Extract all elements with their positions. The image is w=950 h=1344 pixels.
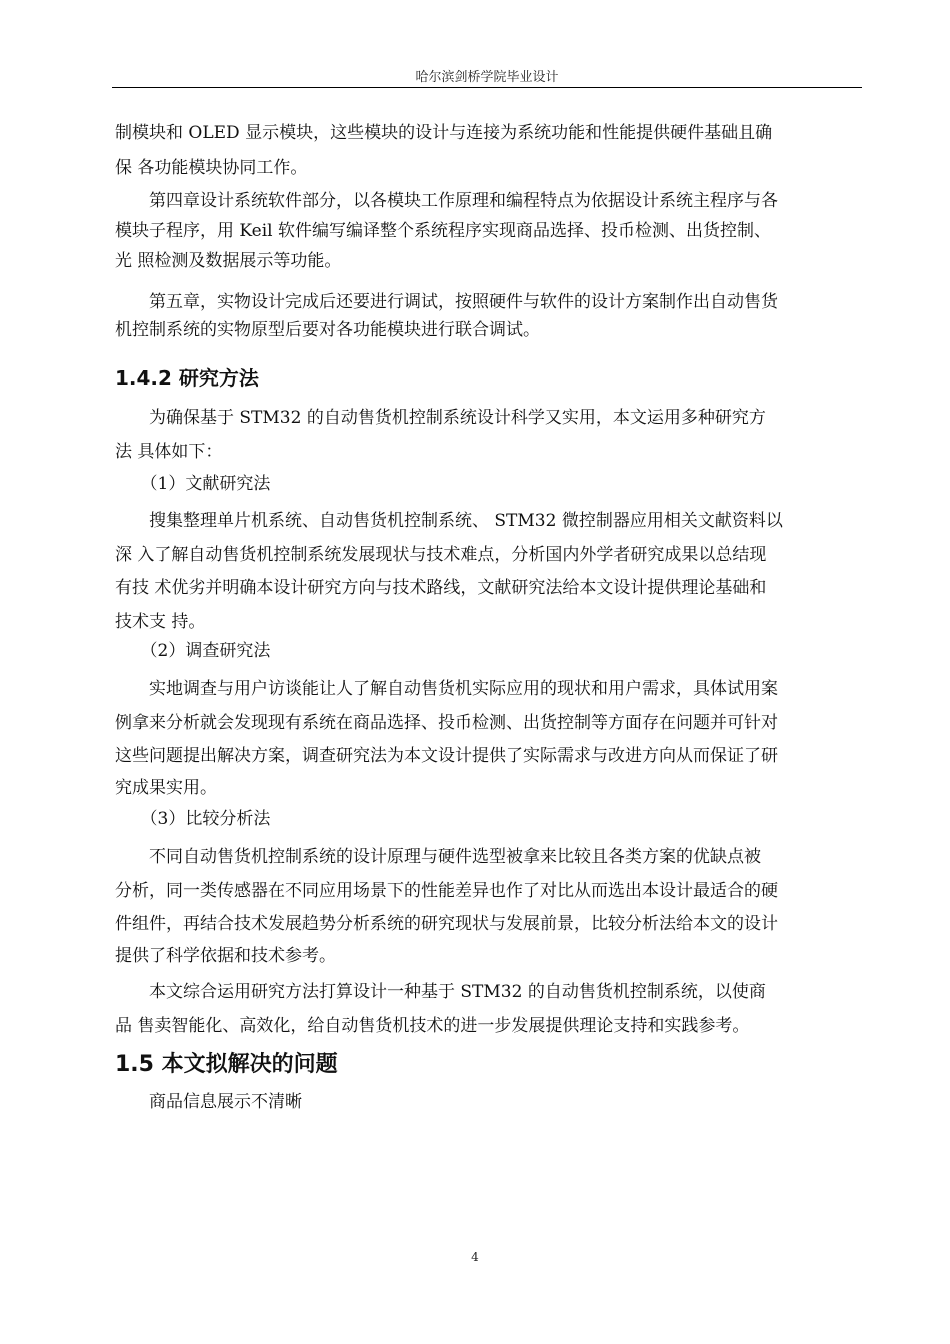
- body-text-line: 保 各功能模块协同工作。: [115, 158, 308, 178]
- body-text-line: 深 入了解自动售货机控制系统发展现状与技术难点，分析国内外学者研究成果以总结现: [115, 545, 767, 565]
- body-text-line: 不同自动售货机控制系统的设计原理与硬件选型被拿来比较且各类方案的优缺点被: [115, 847, 761, 867]
- body-text-line: 模块子程序，用 Keil 软件编写编译整个系统程序实现商品选择、投币检测、出货控制、: [115, 221, 771, 241]
- body-text-line: 光 照检测及数据展示等功能。: [115, 251, 342, 271]
- body-text-line: 为确保基于 STM32 的自动售货机控制系统设计科学又实用，本文运用多种研究方: [115, 408, 766, 428]
- body-text-line: 商品信息展示不清晰: [115, 1092, 302, 1112]
- body-text-line: 制模块和 OLED 显示模块，这些模块的设计与连接为系统功能和性能提供硬件基础且确: [115, 123, 773, 143]
- body-text-line: 机控制系统的实物原型后要对各功能模块进行联合调试。: [115, 320, 540, 340]
- body-text-line: 法 具体如下：: [115, 442, 223, 462]
- body-text-line: 这些问题提出解决方案，调查研究法为本文设计提供了实际需求与改进方向从而保证了研: [115, 746, 778, 766]
- body-text-line: 第五章，实物设计完成后还要进行调试，按照硬件与软件的设计方案制作出自动售货: [115, 292, 778, 312]
- body-text-line: 件组件，再结合技术发展趋势分析系统的研究现状与发展前景，比较分析法给本文的设计: [115, 914, 778, 934]
- body-text-line: 品 售卖智能化、高效化，给自动售货机技术的进一步发展提供理论支持和实践参考。: [115, 1016, 750, 1036]
- header-divider: [112, 87, 862, 88]
- body-text-line: 究成果实用。: [115, 778, 217, 798]
- body-text-line: 例拿来分析就会发现现有系统在商品选择、投币检测、出货控制等方面存在问题并可针对: [115, 713, 778, 733]
- body-text-line: 实地调查与用户访谈能让人了解自动售货机实际应用的现状和用户需求，具体试用案: [115, 679, 778, 699]
- section-heading-1-5: 1.5 本文拟解决的问题: [115, 1052, 338, 1077]
- method-title-literature: （1）文献研究法: [115, 474, 271, 494]
- body-text-line: 本文综合运用研究方法打算设计一种基于 STM32 的自动售货机控制系统，以使商: [115, 982, 766, 1002]
- body-text-line: 搜集整理单片机系统、自动售货机控制系统、 STM32 微控制器应用相关文献资料以: [115, 511, 783, 531]
- method-title-comparison: （3）比较分析法: [115, 809, 271, 829]
- section-heading-1-4-2: 1.4.2 研究方法: [115, 366, 259, 390]
- body-text-line: 第四章设计系统软件部分，以各模块工作原理和编程特点为依据设计系统主程序与各: [115, 191, 778, 211]
- page-number: 4: [471, 1250, 479, 1264]
- body-text-line: 分析，同一类传感器在不同应用场景下的性能差异也作了对比从而选出本设计最适合的硬: [115, 881, 778, 901]
- body-text-line: 技术支 持。: [115, 612, 206, 632]
- body-text-line: 提供了科学依据和技术参考。: [115, 946, 336, 966]
- body-text-line: 有技 术优劣并明确本设计研究方向与技术路线，文献研究法给本文设计提供理论基础和: [115, 578, 767, 598]
- method-title-survey: （2）调查研究法: [115, 641, 271, 661]
- running-header: 哈尔滨剑桥学院毕业设计: [415, 70, 559, 85]
